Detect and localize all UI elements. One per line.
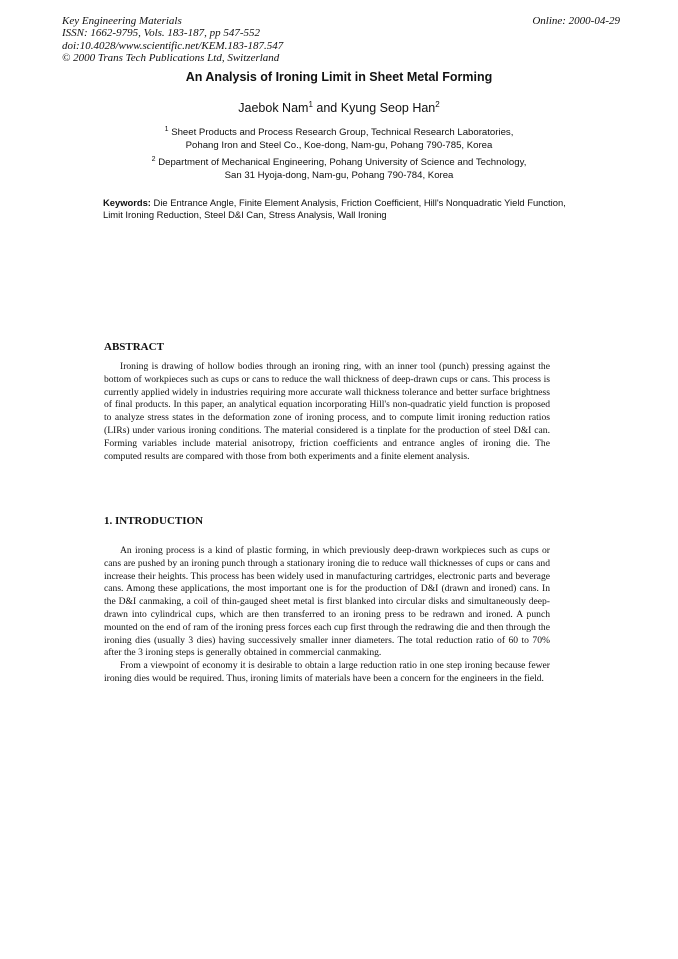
author-list: [0, 100, 678, 115]
author-affiliation-mark: 1: [308, 100, 313, 109]
affiliation-text: Sheet Products and Process Research Group, Technical Research Laboratories,: [171, 127, 514, 139]
abstract-heading: ABSTRACT: [104, 341, 164, 353]
affiliation: [0, 154, 678, 182]
affiliation-mark: 2: [151, 156, 156, 163]
author-name: Jaebok Nam: [238, 101, 309, 116]
online-date: Online: 2000-04-29: [532, 15, 620, 27]
keywords: [103, 197, 573, 222]
journal-doi: doi:10.4028/www.scientific.net/KEM.183-187.547: [62, 39, 284, 52]
introduction-paragraph: An ironing process is a kind of plastic forming, in which previously deep-drawn workpieces such as cups or cans are pushed by an ironing punch through a stationary ironing die to reduce wall thicknesses of cups or cans and increase their heights. This process has been widely used in manufacturing cartridges, electronic parts and beverage cans. Among these applications, the most important one is for the production of D&I (drawn and ironed) cans. In the D&I canmaking, a coil of thin-gauged sheet metal is first blanked into circular disks and simultaneously deep-drawn into cylindrical cups, which are then transferred to an ironing press to be redrawn and ironed. A punch mounted on the end of ram of the ironing press forces each cup first through the redrawing die and then through the ironing dies (usually 3 dies) having successively smaller inner diameters. The total reduction ratio of 60 to 70% after the 3 ironing steps is generally obtained in commercial canmaking.: [104, 545, 550, 659]
author-separator: and: [312, 101, 341, 116]
affiliation-line: Pohang Iron and Steel Co., Koe-dong, Nam-gu, Pohang 790-785, Korea: [185, 139, 493, 151]
author-affiliation-mark: 2: [435, 100, 440, 109]
journal-copyright: © 2000 Trans Tech Publications Ltd, Switzerland: [62, 51, 280, 64]
affiliations: [0, 124, 678, 182]
journal-issn: ISSN: 1662-9795, Vols. 183-187, pp 547-552: [62, 27, 260, 40]
affiliation-line: San 31 Hyoja-dong, Nam-gu, Pohang 790-784, Korea: [224, 169, 454, 181]
keywords-text: Die Entrance Angle, Finite Element Analysis, Friction Coefficient, Hill's Nonquadratic Yield Function, Limit Ironing Reduction, Steel D&I Can, Stress Analysis, Wall Ironing: [103, 197, 566, 221]
keywords-label: Keywords:: [103, 197, 151, 208]
introduction-body: [104, 545, 550, 686]
affiliation-line: [165, 127, 514, 138]
abstract-paragraph: Ironing is drawing of hollow bodies through an ironing ring, with an inner tool (punch) pressing against the bottom of workpieces such as cups or cans to reduce the wall thickness of deep-drawn cups or cans. This process is currently applied widely in industries requiring more accurate wall thickness tolerance and better surface brightness of final products. In this paper, an analytical equation incorporating Hill's non-quadratic yield function is proposed to analyze stress states in the deformation zone of ironing process, and to compute limit ironing reduction ratios (LIRs) under various ironing conditions. The material considered is a tinplate for the production of steel D&I can. Forming variables include material anisotropy, friction coefficients and entrance angles of ironing die. The computed results are compared with those from both experiments and a finite element analysis.: [104, 361, 550, 462]
paper-title: An Analysis of Ironing Limit in Sheet Metal Forming: [185, 70, 493, 84]
introduction-heading: 1. INTRODUCTION: [104, 515, 204, 527]
affiliation-text: Department of Mechanical Engineering, Pohang University of Science and Technology,: [158, 157, 527, 169]
introduction-paragraph: From a viewpoint of economy it is desirable to obtain a large reduction ratio in one step ironing because fewer ironing dies would be required. Thus, ironing limits of materials have been a concern for the engineers in the field.: [104, 660, 550, 684]
author-name: Kyung Seop Han: [340, 101, 436, 116]
abstract-body: [104, 361, 550, 463]
affiliation-line: [152, 157, 527, 168]
affiliation: [0, 124, 678, 152]
journal-name: Key Engineering Materials: [62, 15, 182, 27]
affiliation-mark: 1: [164, 126, 169, 133]
